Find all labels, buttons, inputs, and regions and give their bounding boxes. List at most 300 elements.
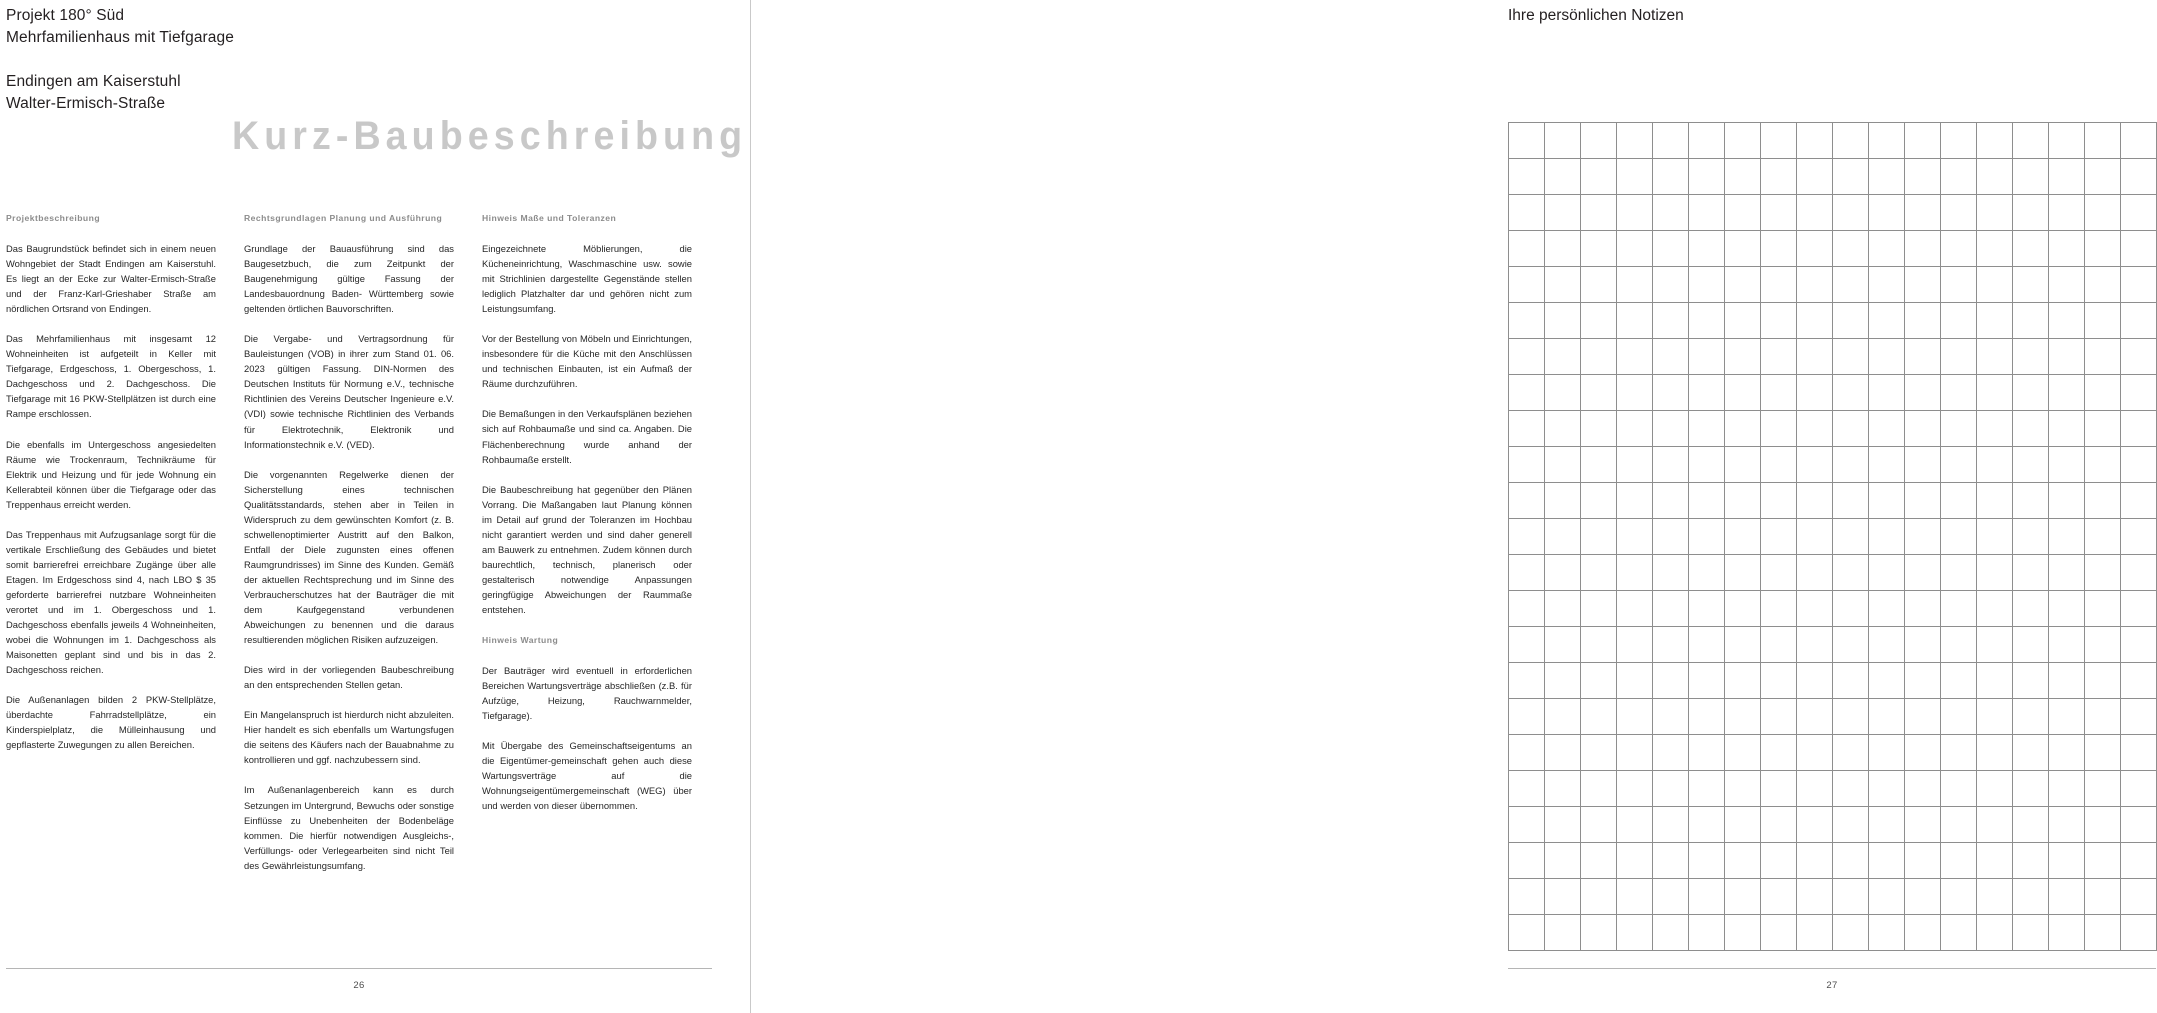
notes-grid-cell[interactable] [1833, 591, 1869, 627]
notes-grid-cell[interactable] [1977, 159, 2013, 195]
notes-grid-cell[interactable] [1545, 447, 1581, 483]
notes-grid-cell[interactable] [1617, 771, 1653, 807]
notes-grid-cell[interactable] [2049, 447, 2085, 483]
notes-grid-cell[interactable] [1941, 843, 1977, 879]
notes-grid-cell[interactable] [1689, 591, 1725, 627]
notes-grid-cell[interactable] [1653, 591, 1689, 627]
notes-grid-cell[interactable] [2013, 735, 2049, 771]
notes-grid-cell[interactable] [1617, 699, 1653, 735]
notes-grid-cell[interactable] [1905, 339, 1941, 375]
notes-grid-cell[interactable] [1797, 483, 1833, 519]
notes-grid-cell[interactable] [1653, 843, 1689, 879]
notes-grid-cell[interactable] [1905, 807, 1941, 843]
notes-grid-cell[interactable] [1833, 267, 1869, 303]
notes-grid-cell[interactable] [1725, 195, 1761, 231]
notes-grid-cell[interactable] [1725, 627, 1761, 663]
notes-grid-cell[interactable] [1617, 375, 1653, 411]
notes-grid-cell[interactable] [1545, 519, 1581, 555]
notes-grid-cell[interactable] [2013, 879, 2049, 915]
notes-grid-cell[interactable] [1761, 303, 1797, 339]
notes-grid-cell[interactable] [1797, 663, 1833, 699]
notes-grid-cell[interactable] [1581, 411, 1617, 447]
notes-grid-cell[interactable] [1545, 627, 1581, 663]
notes-grid-cell[interactable] [1833, 735, 1869, 771]
notes-grid-cell[interactable] [2085, 123, 2121, 159]
notes-grid-cell[interactable] [1689, 375, 1725, 411]
notes-grid-cell[interactable] [1941, 771, 1977, 807]
notes-grid-cell[interactable] [1833, 231, 1869, 267]
notes-grid-cell[interactable] [1797, 411, 1833, 447]
notes-grid-cell[interactable] [1545, 663, 1581, 699]
notes-grid-cell[interactable] [1833, 807, 1869, 843]
notes-grid-cell[interactable] [1761, 771, 1797, 807]
notes-grid-cell[interactable] [1725, 123, 1761, 159]
notes-grid-cell[interactable] [1941, 591, 1977, 627]
notes-grid-cell[interactable] [1905, 771, 1941, 807]
notes-grid-cell[interactable] [1617, 807, 1653, 843]
notes-grid-cell[interactable] [1941, 375, 1977, 411]
notes-grid-cell[interactable] [1689, 267, 1725, 303]
notes-grid-cell[interactable] [1581, 771, 1617, 807]
notes-grid-cell[interactable] [1581, 699, 1617, 735]
notes-grid-cell[interactable] [1905, 195, 1941, 231]
notes-grid-cell[interactable] [1797, 879, 1833, 915]
notes-grid-cell[interactable] [1869, 159, 1905, 195]
notes-grid-cell[interactable] [1725, 843, 1761, 879]
notes-grid-cell[interactable] [2013, 519, 2049, 555]
notes-grid-cell[interactable] [1653, 699, 1689, 735]
notes-grid-cell[interactable] [1941, 519, 1977, 555]
notes-grid-cell[interactable] [1689, 843, 1725, 879]
notes-grid-cell[interactable] [1581, 555, 1617, 591]
notes-grid-cell[interactable] [2121, 123, 2157, 159]
notes-grid-cell[interactable] [1761, 591, 1797, 627]
notes-grid-cell[interactable] [1941, 339, 1977, 375]
notes-grid-cell[interactable] [2049, 195, 2085, 231]
notes-grid-cell[interactable] [1581, 447, 1617, 483]
notes-grid-cell[interactable] [1689, 339, 1725, 375]
notes-grid-cell[interactable] [1509, 519, 1545, 555]
notes-grid-cell[interactable] [1941, 555, 1977, 591]
notes-grid-cell[interactable] [2013, 339, 2049, 375]
notes-grid-cell[interactable] [1941, 699, 1977, 735]
notes-grid-cell[interactable] [1869, 303, 1905, 339]
notes-grid-cell[interactable] [2049, 123, 2085, 159]
notes-grid-cell[interactable] [2121, 663, 2157, 699]
notes-grid-cell[interactable] [2049, 663, 2085, 699]
notes-grid-cell[interactable] [1689, 303, 1725, 339]
notes-grid-cell[interactable] [1905, 483, 1941, 519]
notes-grid-cell[interactable] [1725, 663, 1761, 699]
notes-grid-cell[interactable] [2085, 339, 2121, 375]
notes-grid-cell[interactable] [1617, 483, 1653, 519]
notes-grid-cell[interactable] [1977, 879, 2013, 915]
notes-grid-cell[interactable] [1725, 267, 1761, 303]
notes-grid-cell[interactable] [1869, 411, 1905, 447]
notes-grid-cell[interactable] [1905, 735, 1941, 771]
notes-grid-cell[interactable] [1617, 267, 1653, 303]
notes-grid-cell[interactable] [2085, 807, 2121, 843]
notes-grid-cell[interactable] [1833, 447, 1869, 483]
notes-grid-cell[interactable] [1941, 447, 1977, 483]
notes-grid-cell[interactable] [1545, 699, 1581, 735]
notes-grid-cell[interactable] [1833, 627, 1869, 663]
notes-grid-cell[interactable] [1689, 159, 1725, 195]
notes-grid-cell[interactable] [1869, 591, 1905, 627]
notes-grid-cell[interactable] [1653, 231, 1689, 267]
notes-grid-cell[interactable] [2049, 339, 2085, 375]
notes-grid-cell[interactable] [1653, 375, 1689, 411]
notes-grid-cell[interactable] [1653, 915, 1689, 951]
notes-grid-cell[interactable] [1977, 339, 2013, 375]
notes-grid-cell[interactable] [1833, 411, 1869, 447]
notes-grid-cell[interactable] [1797, 159, 1833, 195]
notes-grid-cell[interactable] [2049, 915, 2085, 951]
notes-grid-cell[interactable] [2085, 231, 2121, 267]
notes-grid-cell[interactable] [1617, 159, 1653, 195]
notes-grid-cell[interactable] [1725, 807, 1761, 843]
notes-grid-cell[interactable] [2049, 483, 2085, 519]
notes-grid-cell[interactable] [1833, 663, 1869, 699]
notes-grid-cell[interactable] [2049, 375, 2085, 411]
notes-grid-cell[interactable] [1797, 771, 1833, 807]
notes-grid-cell[interactable] [1797, 447, 1833, 483]
notes-grid-cell[interactable] [1941, 267, 1977, 303]
notes-grid-cell[interactable] [2085, 483, 2121, 519]
notes-grid-cell[interactable] [1977, 555, 2013, 591]
notes-grid-cell[interactable] [1581, 483, 1617, 519]
notes-grid-cell[interactable] [2085, 771, 2121, 807]
notes-grid-cell[interactable] [1869, 519, 1905, 555]
notes-grid-cell[interactable] [1725, 519, 1761, 555]
notes-grid-cell[interactable] [1581, 159, 1617, 195]
notes-grid-cell[interactable] [1869, 339, 1905, 375]
notes-grid-cell[interactable] [1905, 411, 1941, 447]
notes-grid-cell[interactable] [1797, 627, 1833, 663]
notes-grid-cell[interactable] [1545, 915, 1581, 951]
notes-grid-cell[interactable] [2121, 339, 2157, 375]
notes-grid-cell[interactable] [1905, 123, 1941, 159]
notes-grid-cell[interactable] [1545, 807, 1581, 843]
notes-grid-cell[interactable] [1545, 771, 1581, 807]
notes-grid-cell[interactable] [2121, 771, 2157, 807]
notes-grid-cell[interactable] [1509, 555, 1545, 591]
notes-grid-cell[interactable] [1977, 483, 2013, 519]
notes-grid-cell[interactable] [2085, 663, 2121, 699]
notes-grid-cell[interactable] [1581, 591, 1617, 627]
notes-grid-cell[interactable] [1797, 519, 1833, 555]
notes-grid-cell[interactable] [1977, 375, 2013, 411]
notes-grid-cell[interactable] [1581, 915, 1617, 951]
notes-grid-cell[interactable] [1977, 303, 2013, 339]
notes-grid-cell[interactable] [1869, 699, 1905, 735]
notes-grid-cell[interactable] [1581, 303, 1617, 339]
notes-grid-cell[interactable] [1761, 123, 1797, 159]
notes-grid-cell[interactable] [1509, 303, 1545, 339]
notes-grid-cell[interactable] [1797, 267, 1833, 303]
notes-grid-cell[interactable] [1725, 879, 1761, 915]
notes-grid-cell[interactable] [1941, 735, 1977, 771]
notes-grid-cell[interactable] [1761, 627, 1797, 663]
notes-grid-cell[interactable] [1977, 519, 2013, 555]
notes-grid-cell[interactable] [1941, 879, 1977, 915]
notes-grid-cell[interactable] [1761, 735, 1797, 771]
notes-grid-cell[interactable] [1977, 915, 2013, 951]
notes-grid-cell[interactable] [1509, 663, 1545, 699]
notes-grid-cell[interactable] [1941, 303, 1977, 339]
notes-grid-cell[interactable] [1581, 375, 1617, 411]
notes-grid-cell[interactable] [2049, 303, 2085, 339]
notes-grid-cell[interactable] [2013, 555, 2049, 591]
notes-grid-cell[interactable] [2121, 555, 2157, 591]
notes-grid-cell[interactable] [2121, 699, 2157, 735]
notes-grid-cell[interactable] [1617, 591, 1653, 627]
notes-grid-cell[interactable] [1581, 735, 1617, 771]
notes-grid-cell[interactable] [1545, 231, 1581, 267]
notes-grid-cell[interactable] [1977, 771, 2013, 807]
notes-grid-cell[interactable] [1941, 231, 1977, 267]
notes-grid-cell[interactable] [1869, 915, 1905, 951]
notes-grid-cell[interactable] [1977, 627, 2013, 663]
notes-grid-cell[interactable] [2085, 375, 2121, 411]
notes-grid-cell[interactable] [2013, 267, 2049, 303]
notes-grid-cell[interactable] [1509, 915, 1545, 951]
notes-grid-cell[interactable] [1689, 699, 1725, 735]
notes-grid-cell[interactable] [1725, 483, 1761, 519]
notes-grid-cell[interactable] [1545, 303, 1581, 339]
notes-grid-cell[interactable] [1689, 627, 1725, 663]
notes-grid-cell[interactable] [1617, 555, 1653, 591]
notes-grid-cell[interactable] [1653, 483, 1689, 519]
notes-grid-cell[interactable] [1689, 231, 1725, 267]
notes-grid-cell[interactable] [1761, 807, 1797, 843]
notes-grid-cell[interactable] [1725, 771, 1761, 807]
notes-grid-cell[interactable] [2121, 159, 2157, 195]
notes-grid-cell[interactable] [1905, 843, 1941, 879]
notes-grid-cell[interactable] [2121, 807, 2157, 843]
notes-grid-cell[interactable] [1617, 303, 1653, 339]
notes-grid-cell[interactable] [1761, 195, 1797, 231]
notes-grid-cell[interactable] [2013, 591, 2049, 627]
notes-grid-cell[interactable] [1977, 447, 2013, 483]
notes-grid-cell[interactable] [2085, 195, 2121, 231]
notes-grid-cell[interactable] [1725, 339, 1761, 375]
notes-grid-cell[interactable] [1545, 159, 1581, 195]
notes-grid-cell[interactable] [2049, 735, 2085, 771]
notes-grid-cell[interactable] [1905, 519, 1941, 555]
notes-grid-cell[interactable] [1581, 807, 1617, 843]
notes-grid-cell[interactable] [1509, 195, 1545, 231]
notes-grid-cell[interactable] [1761, 339, 1797, 375]
notes-grid-cell[interactable] [1653, 735, 1689, 771]
notes-grid-cell[interactable] [1509, 447, 1545, 483]
notes-grid-cell[interactable] [1545, 411, 1581, 447]
notes-grid-cell[interactable] [1905, 663, 1941, 699]
notes-grid-cell[interactable] [1689, 483, 1725, 519]
notes-grid-cell[interactable] [1761, 483, 1797, 519]
notes-grid-cell[interactable] [2049, 159, 2085, 195]
notes-grid-cell[interactable] [1797, 807, 1833, 843]
notes-grid-cell[interactable] [1725, 411, 1761, 447]
notes-grid-cell[interactable] [1977, 411, 2013, 447]
notes-grid-cell[interactable] [2085, 555, 2121, 591]
notes-grid-cell[interactable] [1761, 519, 1797, 555]
notes-grid-cell[interactable] [1653, 267, 1689, 303]
notes-grid-cell[interactable] [1653, 555, 1689, 591]
notes-grid-cell[interactable] [1617, 843, 1653, 879]
notes-grid-cell[interactable] [1761, 879, 1797, 915]
notes-grid-cell[interactable] [1581, 843, 1617, 879]
notes-grid-cell[interactable] [2049, 555, 2085, 591]
notes-grid-cell[interactable] [1509, 339, 1545, 375]
notes-grid-cell[interactable] [1509, 159, 1545, 195]
notes-grid-cell[interactable] [2121, 195, 2157, 231]
notes-grid-cell[interactable] [1581, 123, 1617, 159]
notes-grid-cell[interactable] [1905, 915, 1941, 951]
notes-grid-cell[interactable] [1509, 591, 1545, 627]
notes-grid-cell[interactable] [1797, 303, 1833, 339]
notes-grid-cell[interactable] [1509, 735, 1545, 771]
notes-grid-cell[interactable] [1653, 627, 1689, 663]
notes-grid-cell[interactable] [1869, 555, 1905, 591]
notes-grid-cell[interactable] [1689, 447, 1725, 483]
notes-grid-cell[interactable] [2013, 771, 2049, 807]
notes-grid-cell[interactable] [1617, 879, 1653, 915]
notes-grid-cell[interactable] [1689, 807, 1725, 843]
notes-grid-cell[interactable] [1833, 519, 1869, 555]
notes-grid-cell[interactable] [2085, 159, 2121, 195]
notes-grid-cell[interactable] [1869, 807, 1905, 843]
notes-grid-cell[interactable] [1689, 879, 1725, 915]
notes-grid-cell[interactable] [1689, 555, 1725, 591]
notes-grid-cell[interactable] [2049, 519, 2085, 555]
notes-grid-cell[interactable] [1653, 447, 1689, 483]
notes-grid-cell[interactable] [1941, 807, 1977, 843]
notes-grid-cell[interactable] [1797, 195, 1833, 231]
notes-grid-cell[interactable] [1797, 123, 1833, 159]
notes-grid-cell[interactable] [1545, 843, 1581, 879]
notes-grid-cell[interactable] [1761, 699, 1797, 735]
notes-grid-cell[interactable] [1689, 195, 1725, 231]
notes-grid-cell[interactable] [2085, 591, 2121, 627]
notes-grid-cell[interactable] [1509, 807, 1545, 843]
notes-grid-cell[interactable] [1725, 591, 1761, 627]
notes-grid-cell[interactable] [2121, 879, 2157, 915]
notes-grid-cell[interactable] [1869, 267, 1905, 303]
notes-grid-cell[interactable] [1617, 735, 1653, 771]
notes-grid-cell[interactable] [1797, 735, 1833, 771]
notes-grid-cell[interactable] [2013, 159, 2049, 195]
notes-grid-cell[interactable] [1581, 231, 1617, 267]
notes-grid-cell[interactable] [2085, 267, 2121, 303]
notes-grid-cell[interactable] [1761, 843, 1797, 879]
notes-grid-cell[interactable] [2049, 879, 2085, 915]
notes-grid-cell[interactable] [1653, 663, 1689, 699]
notes-grid-cell[interactable] [1653, 411, 1689, 447]
notes-grid-cell[interactable] [2121, 231, 2157, 267]
notes-grid-cell[interactable] [2049, 591, 2085, 627]
notes-grid-cell[interactable] [1869, 483, 1905, 519]
notes-grid-cell[interactable] [1653, 879, 1689, 915]
notes-grid-cell[interactable] [1905, 375, 1941, 411]
notes-grid-cell[interactable] [1725, 303, 1761, 339]
notes-grid-cell[interactable] [1977, 699, 2013, 735]
notes-grid-cell[interactable] [1725, 915, 1761, 951]
notes-grid-cell[interactable] [2121, 735, 2157, 771]
notes-grid-cell[interactable] [1833, 159, 1869, 195]
notes-grid-cell[interactable] [1725, 699, 1761, 735]
notes-grid-cell[interactable] [1941, 123, 1977, 159]
notes-grid-cell[interactable] [1725, 231, 1761, 267]
notes-grid-cell[interactable] [2085, 519, 2121, 555]
notes-grid-cell[interactable] [1617, 339, 1653, 375]
notes-grid-cell[interactable] [1941, 483, 1977, 519]
notes-grid-cell[interactable] [1617, 519, 1653, 555]
notes-grid-cell[interactable] [2121, 627, 2157, 663]
notes-grid-cell[interactable] [1977, 807, 2013, 843]
notes-grid-cell[interactable] [1509, 483, 1545, 519]
notes-grid-cell[interactable] [2121, 483, 2157, 519]
notes-grid-cell[interactable] [1509, 627, 1545, 663]
notes-grid-cell[interactable] [1689, 663, 1725, 699]
notes-grid-cell[interactable] [2013, 483, 2049, 519]
notes-grid-cell[interactable] [2085, 447, 2121, 483]
notes-grid-cell[interactable] [1653, 123, 1689, 159]
notes-grid-cell[interactable] [1941, 411, 1977, 447]
notes-grid-cell[interactable] [1689, 519, 1725, 555]
notes-grid-cell[interactable] [1545, 879, 1581, 915]
notes-grid-cell[interactable] [2013, 627, 2049, 663]
notes-grid-cell[interactable] [1545, 555, 1581, 591]
notes-grid-cell[interactable] [1653, 159, 1689, 195]
notes-grid-cell[interactable] [1905, 879, 1941, 915]
notes-grid-cell[interactable] [1761, 159, 1797, 195]
notes-grid-cell[interactable] [1761, 447, 1797, 483]
notes-grid-cell[interactable] [1797, 555, 1833, 591]
notes-grid-cell[interactable] [2085, 699, 2121, 735]
notes-grid-cell[interactable] [1905, 159, 1941, 195]
notes-grid-cell[interactable] [1869, 375, 1905, 411]
notes-grid-cell[interactable] [2121, 303, 2157, 339]
notes-grid-cell[interactable] [1833, 843, 1869, 879]
notes-grid-cell[interactable] [2121, 519, 2157, 555]
notes-grid-cell[interactable] [1689, 411, 1725, 447]
notes-grid-cell[interactable] [2121, 267, 2157, 303]
notes-grid-cell[interactable] [1761, 915, 1797, 951]
notes-grid-cell[interactable] [1833, 771, 1869, 807]
notes-grid-cell[interactable] [1869, 195, 1905, 231]
notes-grid-cell[interactable] [1617, 663, 1653, 699]
notes-grid-cell[interactable] [2085, 411, 2121, 447]
notes-grid-cell[interactable] [1581, 879, 1617, 915]
notes-grid-cell[interactable] [1833, 915, 1869, 951]
notes-grid-cell[interactable] [1797, 843, 1833, 879]
notes-grid-cell[interactable] [1941, 159, 1977, 195]
notes-grid-cell[interactable] [1833, 123, 1869, 159]
notes-grid-cell[interactable] [1905, 303, 1941, 339]
notes-grid-cell[interactable] [2121, 375, 2157, 411]
notes-grid-cell[interactable] [2085, 915, 2121, 951]
notes-grid[interactable] [1508, 122, 2157, 951]
notes-grid-cell[interactable] [1545, 375, 1581, 411]
notes-grid-cell[interactable] [1869, 627, 1905, 663]
notes-grid-cell[interactable] [1509, 843, 1545, 879]
notes-grid-cell[interactable] [2049, 267, 2085, 303]
notes-grid-cell[interactable] [1581, 663, 1617, 699]
notes-grid-cell[interactable] [1977, 591, 2013, 627]
notes-grid-cell[interactable] [1545, 123, 1581, 159]
notes-grid-cell[interactable] [1653, 303, 1689, 339]
